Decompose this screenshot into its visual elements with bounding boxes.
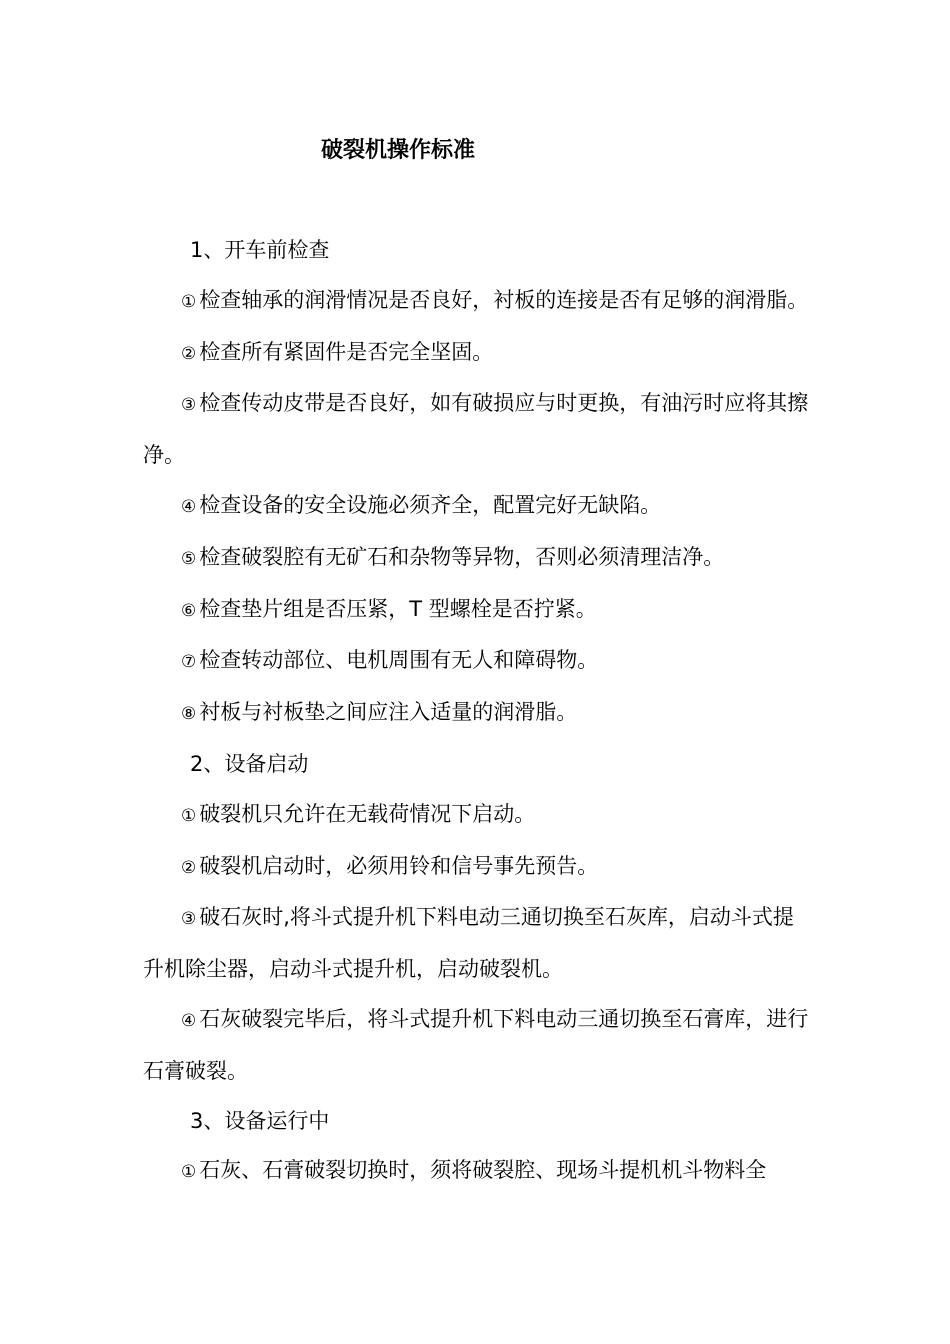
document-body xyxy=(143,226,811,1198)
list-item xyxy=(143,481,811,533)
list-item xyxy=(143,1146,811,1198)
list-item xyxy=(143,533,811,585)
section-heading xyxy=(143,740,811,790)
list-item xyxy=(143,636,811,688)
list-item xyxy=(143,276,811,328)
paragraph-text: 检查垫片组是否压紧，T 型螺栓是否拧紧。 xyxy=(199,596,597,621)
paragraph-text: 检查轴承的润滑情况是否良好，衬板的连接是否有足够的润滑脂。 xyxy=(199,287,809,312)
item-marker: ① xyxy=(181,1162,197,1183)
paragraph-text: 破石灰时,将斗式提升机下料电动三通切换至石灰库，启动斗式提升机除尘器，启动斗式提升机，启动破裂机。 xyxy=(143,905,794,982)
paragraph-text: 3、设备运行中 xyxy=(190,1108,330,1133)
paragraph-text: 破裂机只允许在无载荷情况下启动。 xyxy=(199,801,536,826)
paragraph-text: 检查破裂腔有无矿石和杂物等异物，否则必须清理洁净。 xyxy=(199,544,725,569)
item-marker: ③ xyxy=(181,395,197,416)
document-title: 破裂机操作标准 xyxy=(321,138,476,163)
paragraph-text: 石灰破裂完毕后，将斗式提升机下料电动三通切换至石膏库，进行石膏破裂。 xyxy=(143,1006,809,1083)
item-marker: ① xyxy=(181,291,197,312)
paragraph-text: 2、设备启动 xyxy=(190,751,309,776)
item-marker: ⑧ xyxy=(181,704,197,725)
list-item xyxy=(143,585,811,637)
paragraph-text: 检查所有紧固件是否完全坚固。 xyxy=(199,339,494,364)
item-marker: ② xyxy=(181,857,197,878)
item-marker: ② xyxy=(181,343,197,364)
item-marker: ⑦ xyxy=(181,652,197,673)
paragraph-text: 检查传动皮带是否良好，如有破损应与时更换，有油污时应将其擦净。 xyxy=(143,391,809,468)
list-item xyxy=(143,893,811,995)
paragraph-text: 衬板与衬板垫之间应注入适量的润滑脂。 xyxy=(199,700,578,725)
item-marker: ④ xyxy=(181,496,197,517)
item-marker: ③ xyxy=(181,909,197,930)
paragraph-text: 检查设备的安全设施必须齐全，配置完好无缺陷。 xyxy=(199,492,662,517)
paragraph-text: 检查转动部位、电机周围有无人和障碍物。 xyxy=(199,648,599,673)
paragraph-text: 1、开车前检查 xyxy=(190,238,330,262)
section-heading xyxy=(143,226,811,276)
list-item xyxy=(143,995,811,1097)
section-heading xyxy=(143,1097,811,1147)
list-item xyxy=(143,328,811,380)
paragraph-text: 石灰、石膏破裂切换时，须将破裂腔、现场斗提机机斗物料全 xyxy=(199,1158,767,1183)
item-marker: ⑤ xyxy=(181,548,197,569)
list-item xyxy=(143,842,811,894)
item-marker: ① xyxy=(181,805,197,826)
list-item xyxy=(143,790,811,842)
paragraph-text: 破裂机启动时，必须用铃和信号事先预告。 xyxy=(199,853,599,878)
list-item xyxy=(143,688,811,740)
list-item xyxy=(143,379,811,481)
item-marker: ④ xyxy=(181,1010,197,1031)
item-marker: ⑥ xyxy=(181,600,197,621)
